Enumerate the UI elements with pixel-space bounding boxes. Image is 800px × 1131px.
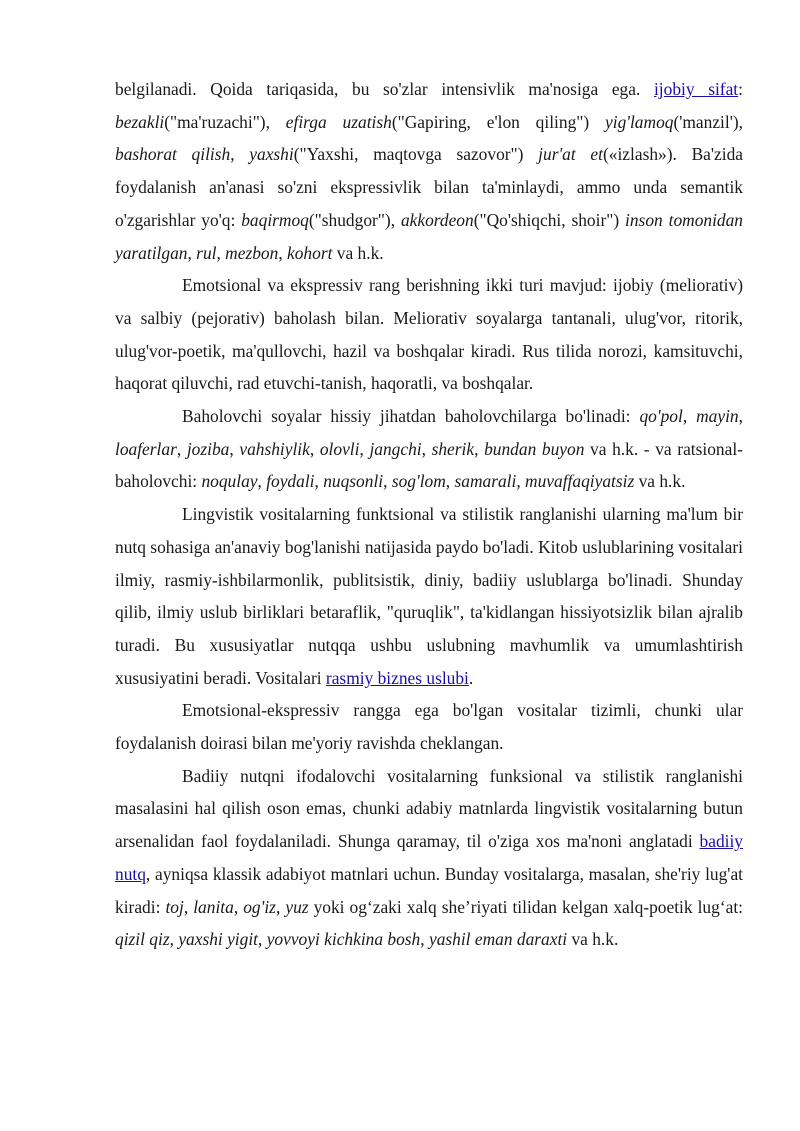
text-run: , [257, 471, 267, 492]
italic-term: sog'lom [391, 471, 446, 492]
text-run: Emotsional-ekspressiv rangga ega bo'lgan vositalar tizimli, chunki ular foydalanish doirasi bilan me'yoriy ravishda cheklangan. [115, 700, 743, 754]
italic-term: inson tomonidan yaratilgan [115, 209, 744, 263]
italic-term: og'iz [243, 896, 276, 917]
paragraph-2 [115, 269, 743, 400]
text-run: . [468, 667, 474, 688]
text-run: va h.k. [634, 471, 686, 492]
hyperlink[interactable]: badiiy nutq [115, 831, 743, 884]
text-run: Baholovchi soyalar hissiy jihatdan baholovchilarga bo'linadi: [182, 406, 640, 427]
text-run: , ayniqsa klassik adabiyot matnlari uchun. Bunday vositalarga, masalan, she'riy lug'at kiradi: [115, 863, 743, 917]
italic-term: loaferlar [115, 438, 177, 459]
text-run: va h.k. [332, 242, 384, 263]
text-run: , [738, 406, 743, 427]
text-run: , [314, 471, 324, 492]
italic-term: yaxshi [249, 144, 294, 165]
italic-term: mezbon [225, 242, 279, 263]
italic-term: muvaffaqiyatsiz [525, 471, 635, 492]
hyperlink[interactable]: rasmiy biznes uslubi [325, 667, 469, 688]
text-run: Badiiy nutqni ifodalovchi vositalarning funksional va stilistik ranglanishi masalasini hal qilish oson emas, chunki adabiy matnlarda lingvistik vositalarning butun arsenalidan faol foydalaniladi. Shunga qaramay, til o'ziga xos ma'noni anglatadi [115, 765, 743, 852]
italic-term: akkordeon [400, 209, 474, 230]
text-run: va h.k. [567, 929, 619, 950]
italic-term: yashil eman daraxti [428, 929, 568, 950]
italic-term: noqulay [201, 471, 258, 492]
text-run: , [258, 929, 267, 950]
text-run: , [169, 929, 179, 950]
italic-term: qizil qiz [115, 929, 170, 950]
italic-term: toj [165, 896, 184, 917]
italic-term: yaxshi yigit [178, 929, 258, 950]
hyperlink[interactable]: ijobiy sifat [653, 79, 739, 99]
italic-term: bundan buyon [484, 438, 585, 459]
italic-term: bashorat qilish [115, 144, 231, 165]
paragraph-4 [115, 498, 743, 694]
text-run: , [233, 896, 244, 917]
italic-term: lanita [193, 896, 234, 917]
italic-term: efirga uzatish [285, 111, 392, 132]
text-run: , [216, 242, 226, 263]
text-run: yoki og‘zaki xalq she’riyati tilidan kelgan xalq-poetik lug‘at: [308, 896, 743, 917]
paragraph-5 [115, 694, 743, 759]
text-run: , [229, 438, 240, 459]
italic-term: yig'lamoq [605, 111, 674, 132]
italic-term: rul [196, 242, 217, 263]
text-run: , [183, 896, 194, 917]
italic-term: jur'at et [538, 144, 603, 165]
text-run: , [359, 438, 370, 459]
italic-term: jangchi [369, 438, 422, 459]
italic-term: sherik [431, 438, 475, 459]
text-run: Lingvistik vositalarning funktsional va stilistik ranglanishi ularning ma'lum bir nutq sohasiga an'anaviy bog'lanishi natijasida paydo bo'ladi. Kitob uslublarining vositalari ilmiy, rasmiy-ishbilarmonlik, publitsistik, diniy, badiiy uslublarga bo'linadi. Shunday qilib, ilmiy uslub birliklari betaraflik, "quruqlik", ta'kidlangan hissiyotsizlik bilan ajralib turadi. Bu xususiyatlar nutqqa ushbu uslubning mavhumlik va umumlashtirish xususiyatini beradi. Vositalari [115, 504, 743, 688]
text-run: , [516, 471, 526, 492]
text-run: , [421, 438, 432, 459]
text-run: ("Gapiring, e'lon qiling") [391, 111, 606, 132]
italic-term: baqirmoq [241, 209, 309, 230]
paragraph-6 [115, 760, 743, 956]
italic-term: nuqsonli [323, 471, 384, 492]
text-run: , [278, 242, 288, 263]
paragraph-1 [115, 73, 743, 269]
italic-term: joziba [186, 438, 230, 459]
italic-term: olovli [319, 438, 360, 459]
text-run: ('manzil'), [673, 111, 743, 132]
text-run: («izlash»). Ba'zida foydalanish an'anasi so'zni ekspressivlik bilan ta'minlaydi, ammo unda semantik o'zgarishlar yo'q: [115, 144, 743, 230]
text-run: belgilanadi. Qoida tariqasida, bu so'zlar intensivlik ma'nosiga ega. [115, 79, 654, 99]
italic-term: vahshiylik [239, 438, 310, 459]
text-run: , [420, 929, 429, 950]
text-run: va h.k. - va ratsional-baholovchi: [115, 438, 743, 492]
text-run: ("Qo'shiqchi, shoir") [473, 209, 626, 230]
italic-term: yuz [285, 896, 309, 917]
text-run: , [682, 406, 697, 427]
document-page [115, 73, 743, 956]
italic-term: samarali [454, 471, 517, 492]
italic-term: mayin [696, 406, 739, 427]
italic-term: yovvoyi kichkina bosh [266, 929, 421, 950]
italic-term: kohort [287, 242, 333, 263]
text-run: , [187, 242, 197, 263]
italic-term: foydali [266, 471, 315, 492]
text-run: , [275, 896, 286, 917]
text-run: , [383, 471, 392, 492]
italic-term: bezakli [115, 111, 165, 132]
text-run: ("Yaxshi, maqtovga sazovor") [293, 144, 539, 165]
text-run: ("shudgor"), [308, 209, 401, 230]
text-run: , [309, 438, 320, 459]
italic-term: qo'pol [639, 406, 683, 427]
text-run: , [230, 144, 250, 165]
text-run: , [474, 438, 485, 459]
text-run: Emotsional va ekspressiv rang berishning ikki turi mavjud: ijobiy (meliorativ) va salbiy (pejorativ) baholash bilan. Meliorativ soyalarga tantanali, ulug'vor, ritorik, ulug'vor-poetik, ma'qullovchi, hazil va boshqalar kiradi. Rus tilida norozi, kamsituvchi, haqorat qiluvchi, rad etuvchi-tanish, haqoratli, va boshqalar. [115, 275, 743, 394]
text-run: , [176, 438, 187, 459]
text-run: ("ma'ruzachi"), [164, 111, 286, 132]
text-run: , [445, 471, 455, 492]
text-run: : [738, 79, 743, 99]
paragraph-3 [115, 400, 743, 498]
